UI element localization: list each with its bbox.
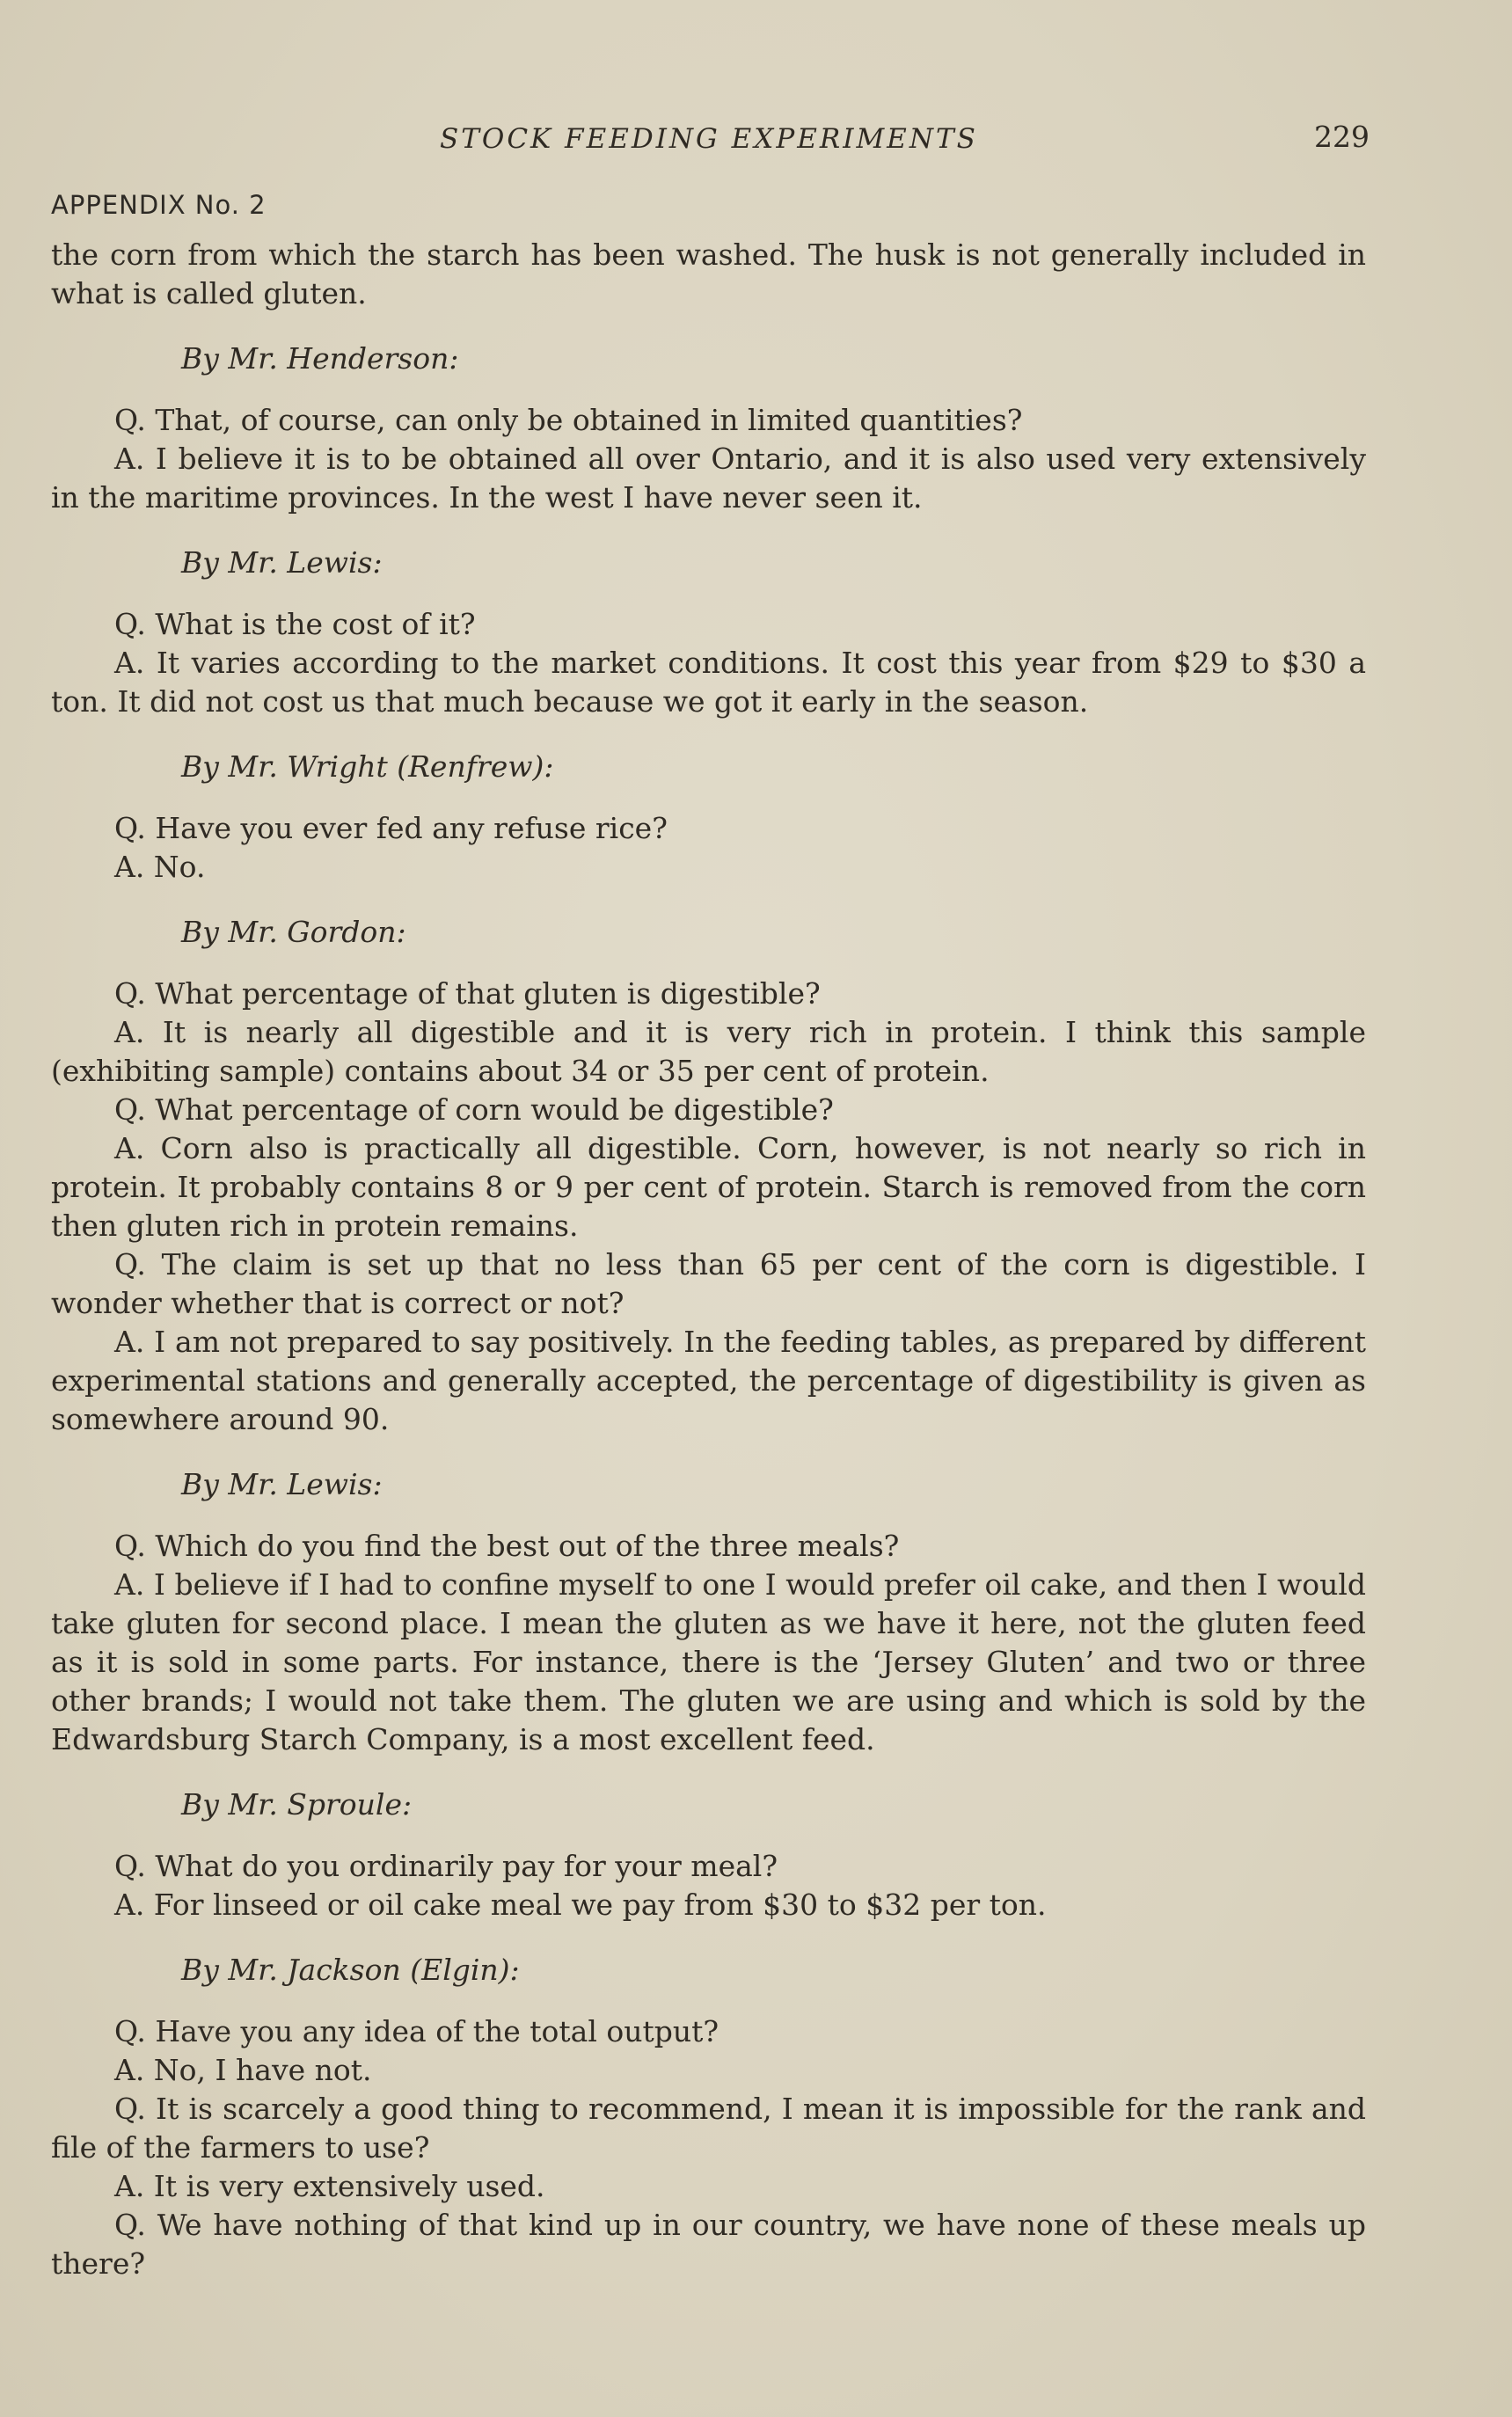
testimony-paragraph: Q. Have you any idea of the total output? — [114, 2014, 719, 2048]
testimony-paragraph: A. It is nearly all digestible and it is very rich in protein. I think this sample (exhibiting sample) contains about 34 or 35 per cent of protein. — [51, 1015, 1366, 1088]
testimony-paragraph: Q. That, of course, can only be obtained in limited quantities? — [114, 403, 1023, 437]
testimony-paragraph: Q. What percentage of corn would be digestible? — [114, 1092, 834, 1127]
testimony-paragraph: Q. It is scarcely a good thing to recommend, I mean it is impossible for the rank and file of the farmers to use? — [51, 2092, 1366, 2165]
testimony-paragraph: Q. Have you ever fed any refuse rice? — [114, 811, 668, 845]
running-head-title: STOCK FEEDING EXPERIMENTS — [440, 123, 978, 155]
testimony-paragraph: A. Corn also is practically all digestible. Corn, however, is not nearly so rich in protein. It probably contains 8 or 9 per cent of protein. Starch is removed from the corn then gluten rich in protein remains. — [51, 1131, 1366, 1243]
testimony-paragraph: A. I believe if I had to confine myself to one I would prefer oil cake, and then I would take gluten for second place. I mean the gluten as we have it here, not the gluten feed as it is sold in some parts. For instance, there is the ‘Jersey Gluten’ and two or three other brands; I would not take them. The gluten we are using and which is sold by the Edwardsburg Starch Company, is a most excellent feed. — [51, 1567, 1366, 1756]
speaker-heading: By Mr. Henderson: — [181, 341, 459, 376]
testimony-paragraph: Q. The claim is set up that no less than 65 per cent of the corn is digestible. I wonder whether that is correct or not? — [51, 1247, 1366, 1320]
testimony-paragraph: Q. What do you ordinarily pay for your meal? — [114, 1849, 778, 1883]
testimony-paragraph: A. It is very extensively used. — [114, 2169, 545, 2203]
speaker-heading: By Mr. Gordon: — [181, 915, 406, 949]
speaker-heading: By Mr. Jackson (Elgin): — [181, 1953, 520, 1987]
speaker-heading: By Mr. Wright (Renfrew): — [181, 749, 554, 784]
speaker-heading: By Mr. Sproule: — [181, 1787, 413, 1822]
page-number: 229 — [1314, 120, 1370, 154]
testimony-paragraph: A. No, I have not. — [114, 2053, 372, 2087]
testimony-paragraph: A. It varies according to the market conditions. It cost this year from $29 to $30 a ton. It did not cost us that much because we got it early in the season. — [51, 646, 1366, 719]
testimony-paragraph: Q. What is the cost of it? — [114, 607, 476, 641]
speaker-heading: By Mr. Lewis: — [181, 545, 383, 580]
testimony-paragraph: A. For linseed or oil cake meal we pay from $30 to $32 per ton. — [114, 1888, 1047, 1922]
continued-paragraph: the corn from which the starch has been washed. The husk is not generally included in what is called gluten. — [51, 237, 1366, 310]
testimony-paragraph: A. I believe it is to be obtained all over Ontario, and it is also used very extensively in the maritime provinces. In the west I have never seen it. — [51, 442, 1366, 515]
testimony-paragraph: Q. Which do you find the best out of the three meals? — [114, 1529, 900, 1563]
speaker-heading: By Mr. Lewis: — [181, 1467, 383, 1501]
appendix-label: APPENDIX No. 2 — [51, 190, 267, 220]
testimony-paragraph: Q. What percentage of that gluten is digestible? — [114, 976, 821, 1011]
testimony-paragraph: Q. We have nothing of that kind up in our country, we have none of these meals up there? — [51, 2208, 1366, 2281]
testimony-paragraph: A. I am not prepared to say positively. In the feeding tables, as prepared by different experimental stations and generally accepted, the percentage of digestibility is given as somewhere around 90. — [51, 1325, 1366, 1436]
testimony-body — [51, 236, 1366, 2283]
testimony-paragraph: A. No. — [114, 850, 206, 884]
